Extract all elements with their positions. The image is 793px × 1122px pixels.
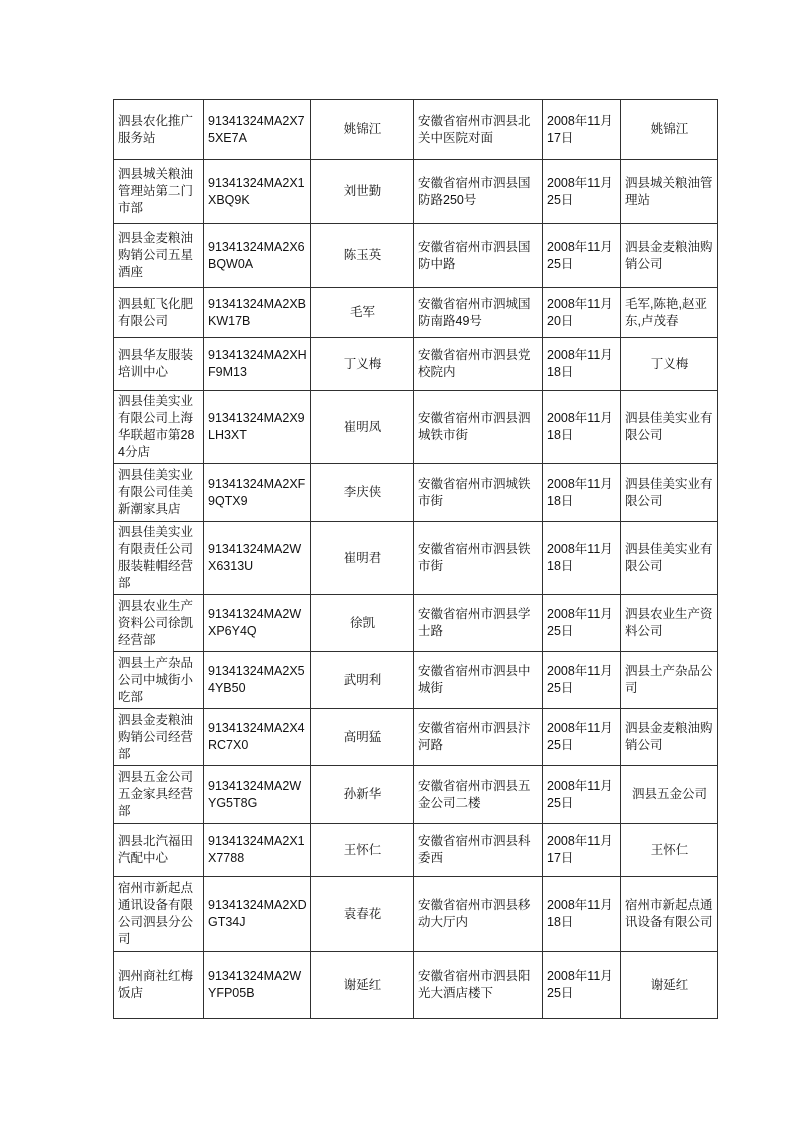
table-row [114, 464, 718, 522]
cell-address: 安徽省宿州市泗县移动大厅内 [414, 877, 543, 952]
cell-legal-person: 高明猛 [311, 709, 414, 766]
cell-legal-person: 李庆侠 [311, 464, 414, 522]
cell-date: 2008年11月25日 [543, 224, 621, 288]
cell-legal-person: 谢延红 [311, 952, 414, 1019]
cell-legal-person: 武明利 [311, 652, 414, 709]
cell-date: 2008年11月25日 [543, 652, 621, 709]
cell-address: 安徽省宿州市泗城铁市街 [414, 464, 543, 522]
cell-address: 安徽省宿州市泗县国防路250号 [414, 160, 543, 224]
cell-address: 安徽省宿州市泗县泗城铁市街 [414, 391, 543, 464]
cell-credit-code: 91341324MA2X9LH3XT [204, 391, 311, 464]
cell-related-party: 泗县佳美实业有限公司 [621, 464, 718, 522]
cell-date: 2008年11月20日 [543, 288, 621, 338]
cell-date: 2008年11月25日 [543, 160, 621, 224]
cell-legal-person: 崔明凤 [311, 391, 414, 464]
cell-related-party: 泗县佳美实业有限公司 [621, 391, 718, 464]
cell-credit-code: 91341324MA2WX6313U [204, 522, 311, 595]
cell-legal-person: 毛军 [311, 288, 414, 338]
cell-legal-person: 刘世勤 [311, 160, 414, 224]
table-row [114, 652, 718, 709]
cell-legal-person: 崔明君 [311, 522, 414, 595]
cell-related-party: 谢延红 [621, 952, 718, 1019]
cell-date: 2008年11月18日 [543, 464, 621, 522]
cell-address: 安徽省宿州市泗县阳光大酒店楼下 [414, 952, 543, 1019]
cell-company-name: 泗县佳美实业有限公司上海华联超市第284分店 [114, 391, 204, 464]
cell-address: 安徽省宿州市泗县学士路 [414, 595, 543, 652]
table-row [114, 100, 718, 160]
cell-address: 安徽省宿州市泗县中城街 [414, 652, 543, 709]
table-row [114, 224, 718, 288]
cell-related-party: 泗县金麦粮油购销公司 [621, 709, 718, 766]
cell-address: 安徽省宿州市泗县科委西 [414, 824, 543, 877]
cell-date: 2008年11月25日 [543, 766, 621, 824]
cell-company-name: 泗县农业生产资料公司徐凯经营部 [114, 595, 204, 652]
cell-credit-code: 91341324MA2X54YB50 [204, 652, 311, 709]
table-row [114, 338, 718, 391]
cell-related-party: 姚锦江 [621, 100, 718, 160]
cell-address: 安徽省宿州市泗县汴河路 [414, 709, 543, 766]
cell-related-party: 泗县土产杂品公司 [621, 652, 718, 709]
cell-credit-code: 91341324MA2X6BQW0A [204, 224, 311, 288]
cell-address: 安徽省宿州市泗城国防南路49号 [414, 288, 543, 338]
cell-company-name: 泗县土产杂品公司中城街小吃部 [114, 652, 204, 709]
cell-company-name: 宿州市新起点通讯设备有限公司泗县分公司 [114, 877, 204, 952]
cell-related-party: 王怀仁 [621, 824, 718, 877]
cell-company-name: 泗县城关粮油管理站第二门市部 [114, 160, 204, 224]
cell-credit-code: 91341324MA2XBKW17B [204, 288, 311, 338]
cell-company-name: 泗县五金公司五金家具经营部 [114, 766, 204, 824]
table-row [114, 824, 718, 877]
table-row [114, 288, 718, 338]
cell-legal-person: 姚锦江 [311, 100, 414, 160]
cell-legal-person: 王怀仁 [311, 824, 414, 877]
cell-credit-code: 91341324MA2XHF9M13 [204, 338, 311, 391]
cell-related-party: 丁义梅 [621, 338, 718, 391]
cell-date: 2008年11月17日 [543, 100, 621, 160]
cell-related-party: 泗县金麦粮油购销公司 [621, 224, 718, 288]
cell-company-name: 泗州商社红梅饭店 [114, 952, 204, 1019]
cell-address: 安徽省宿州市泗县国防中路 [414, 224, 543, 288]
cell-credit-code: 91341324MA2XDGT34J [204, 877, 311, 952]
cell-related-party: 毛军,陈艳,赵亚东,卢茂春 [621, 288, 718, 338]
table-row [114, 877, 718, 952]
table-row [114, 522, 718, 595]
cell-credit-code: 91341324MA2X1XBQ9K [204, 160, 311, 224]
cell-credit-code: 91341324MA2X4RC7X0 [204, 709, 311, 766]
table-row [114, 766, 718, 824]
cell-related-party: 泗县城关粮油管理站 [621, 160, 718, 224]
cell-legal-person: 陈玉英 [311, 224, 414, 288]
table-row [114, 952, 718, 1019]
cell-company-name: 泗县佳美实业有限责任公司服装鞋帽经营部 [114, 522, 204, 595]
cell-company-name: 泗县农化推广服务站 [114, 100, 204, 160]
table-row [114, 391, 718, 464]
cell-address: 安徽省宿州市泗县铁市街 [414, 522, 543, 595]
cell-address: 安徽省宿州市泗县五金公司二楼 [414, 766, 543, 824]
cell-company-name: 泗县北汽福田汽配中心 [114, 824, 204, 877]
cell-company-name: 泗县佳美实业有限公司佳美新潮家具店 [114, 464, 204, 522]
cell-date: 2008年11月25日 [543, 709, 621, 766]
cell-credit-code: 91341324MA2WYFP05B [204, 952, 311, 1019]
cell-company-name: 泗县金麦粮油购销公司经营部 [114, 709, 204, 766]
cell-legal-person: 袁春花 [311, 877, 414, 952]
cell-legal-person: 徐凯 [311, 595, 414, 652]
registry-table-body [114, 100, 718, 1019]
cell-credit-code: 91341324MA2WYG5T8G [204, 766, 311, 824]
cell-company-name: 泗县虹飞化肥有限公司 [114, 288, 204, 338]
cell-related-party: 泗县农业生产资料公司 [621, 595, 718, 652]
cell-date: 2008年11月17日 [543, 824, 621, 877]
cell-related-party: 泗县五金公司 [621, 766, 718, 824]
cell-address: 安徽省宿州市泗县党校院内 [414, 338, 543, 391]
cell-credit-code: 91341324MA2X1X7788 [204, 824, 311, 877]
cell-related-party: 泗县佳美实业有限公司 [621, 522, 718, 595]
table-row [114, 160, 718, 224]
cell-date: 2008年11月18日 [543, 391, 621, 464]
cell-date: 2008年11月18日 [543, 522, 621, 595]
cell-date: 2008年11月25日 [543, 595, 621, 652]
table-row [114, 709, 718, 766]
cell-credit-code: 91341324MA2XF9QTX9 [204, 464, 311, 522]
cell-company-name: 泗县金麦粮油购销公司五星酒座 [114, 224, 204, 288]
cell-credit-code: 91341324MA2WXP6Y4Q [204, 595, 311, 652]
registry-table [113, 99, 718, 1019]
cell-related-party: 宿州市新起点通讯设备有限公司 [621, 877, 718, 952]
cell-date: 2008年11月18日 [543, 877, 621, 952]
table-row [114, 595, 718, 652]
cell-legal-person: 丁义梅 [311, 338, 414, 391]
cell-company-name: 泗县华友服装培训中心 [114, 338, 204, 391]
cell-date: 2008年11月18日 [543, 338, 621, 391]
cell-legal-person: 孙新华 [311, 766, 414, 824]
cell-date: 2008年11月25日 [543, 952, 621, 1019]
cell-credit-code: 91341324MA2X75XE7A [204, 100, 311, 160]
cell-address: 安徽省宿州市泗县北关中医院对面 [414, 100, 543, 160]
